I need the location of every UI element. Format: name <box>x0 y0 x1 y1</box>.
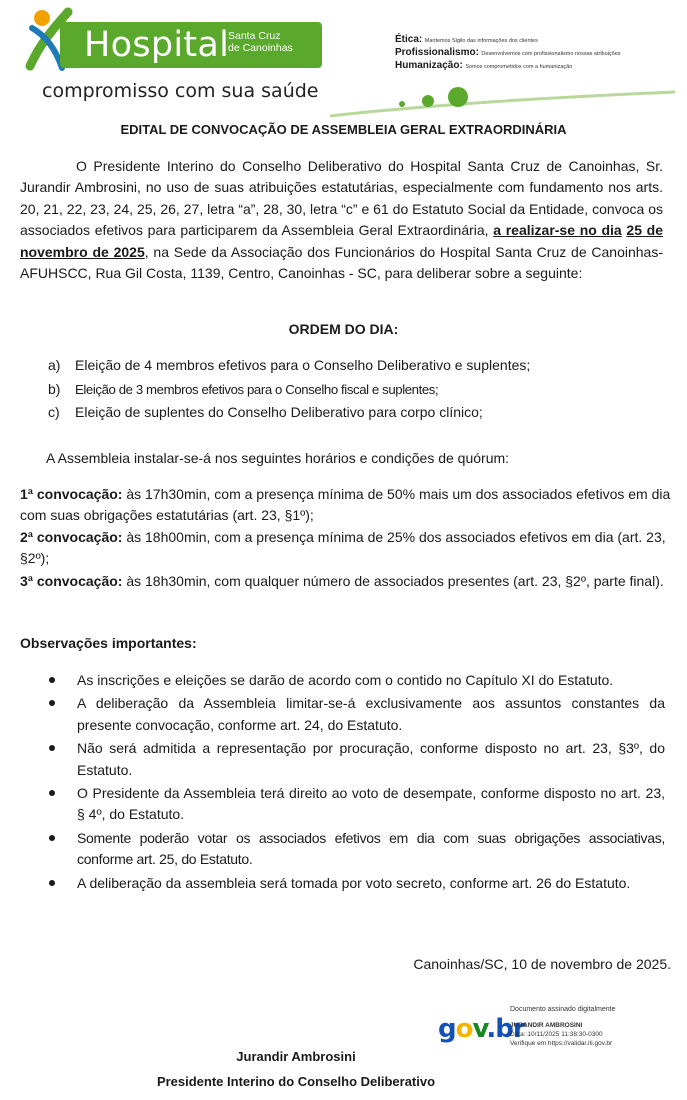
bullet-icon <box>49 745 55 751</box>
agenda-title: ORDEM DO DIA: <box>288 321 399 337</box>
value-row: Profissionalismo: Desenvolvemos com profissionalismo nossas atribuições <box>395 47 621 58</box>
signer-role: Presidente Interino do Conselho Deliberativo <box>156 1074 436 1089</box>
agenda-list <box>48 354 530 425</box>
observation-item: A deliberação da Assembleia limitar-se-á exclusivamente aos assuntos constantes da presente convocação, conforme art. 24, do Estatuto. <box>20 693 665 736</box>
observation-item: A deliberação da assembleia será tomada por voto secreto, conforme art. 26 do Estatuto. <box>20 873 665 894</box>
bullet-icon <box>49 835 55 841</box>
observations-title: Observações importantes: <box>20 635 197 651</box>
signer-name: Jurandir Ambrosini <box>236 1049 356 1064</box>
logo-title: Hospital <box>84 25 230 65</box>
intro-paragraph: O Presidente Interino do Conselho Deliberativo do Hospital Santa Cruz de Canoinhas, Sr. Jurandir Ambrosini, no uso de suas atribuições estatutárias, especialmente com fundamento nos arts. 20, 21, 22, 23, 24, 25, 26, 27, letra “a”, 28, 30, letra “c” e 61 do Estatuto Social da Entidade, convoca os associados efetivos para participarem da Assembleia Geral Extraordinária, a realizar-se no dia 25 de novembro de 2025, na Sede da Associação dos Funcionários do Hospital Santa Cruz de Canoinhas- AFUHSCC, Rua Gil Costa, 1139, Centro, Canoinhas - SC, para deliberar sobre a seguinte: <box>20 158 664 282</box>
decorative-swoosh-icon <box>330 80 675 120</box>
bullet-icon <box>49 790 55 796</box>
convocation-2: 2ª convocação: às 18h00min, com a presença mínima de 25% dos associados efetivos em dia (art. 23, §2º); <box>20 529 666 567</box>
bullet-icon <box>49 700 55 706</box>
agenda-item: c) Eleição de suplentes do Conselho Deliberativo para corpo clínico; <box>48 404 483 420</box>
date-line: Canoinhas/SC, 10 de novembro de 2025. <box>413 956 671 972</box>
convocation-1: 1ª convocação: às 17h30min, com a presença mínima de 50% mais um dos associados efetivos em dia com suas obrigações estatutárias (art. 23, §1º); <box>20 486 671 524</box>
quorum-intro: A Assembleia instalar-se-á nos seguintes horários e condições de quórum: <box>46 450 510 466</box>
bullet-icon <box>49 677 55 683</box>
document-title: EDITAL DE CONVOCAÇÃO DE ASSEMBLEIA GERAL EXTRAORDINÁRIA <box>120 122 567 137</box>
values-list <box>395 34 685 73</box>
agenda-item: a) Eleição de 4 membros efetivos para o Conselho Deliberativo e suplentes; <box>48 357 531 373</box>
govbr-logo: gov.br <box>438 1014 525 1044</box>
observation-item: As inscrições e eleições se darão de acordo com o contido no Capítulo XI do Estatuto. <box>20 670 665 691</box>
observations-list <box>20 670 665 896</box>
agenda-item: b) Eleição de 3 membros efetivos para o Conselho fiscal e suplentes; <box>48 380 439 397</box>
verify-link[interactable]: Verifique em https://validar.iti.gov.br <box>510 1040 613 1047</box>
signature-note: Documento assinado digitalmente <box>510 1006 616 1013</box>
convocation-3: 3ª convocação: às 18h30min, com qualquer número de associados presentes (art. 23, §2º, parte final). <box>20 573 664 589</box>
observation-item: Não será admitida a representação por procuração, conforme disposto no art. 23, §3º, do Estatuto. <box>20 738 665 781</box>
observation-item: O Presidente da Assembleia terá direito ao voto de desempate, conforme disposto no art. 23, § 4º, do Estatuto. <box>20 783 665 826</box>
value-row: Ética: Mantemos Sigilo das informações dos clientes <box>395 34 538 45</box>
slogan: compromisso com sua saúde <box>42 80 319 102</box>
value-row: Humanização: Somos comprometidos com a humanização <box>395 60 573 71</box>
observation-item: Somente poderão votar os associados efetivos em dia com suas obrigações associativas, conforme art. 25, do Estatuto. <box>20 828 665 871</box>
signature-info: JURANDIR AMBROSINI Data: 10/11/2025 11:38:30-0300 Verifique em https://validar.iti.gov.br <box>510 1022 613 1047</box>
logo-subtitle: Santa Cruz de Canoinhas <box>228 30 293 54</box>
letterhead <box>0 0 687 118</box>
bullet-icon <box>49 880 55 886</box>
